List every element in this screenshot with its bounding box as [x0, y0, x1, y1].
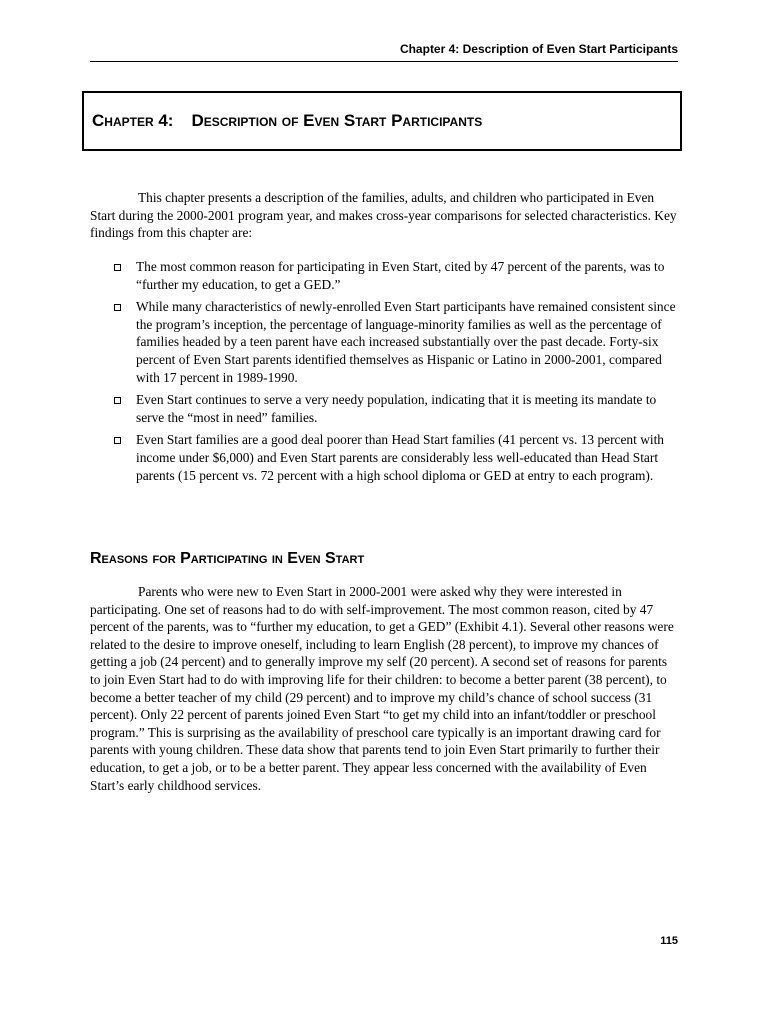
intro-section	[90, 189, 680, 242]
reasons-paragraph: Parents who were new to Even Start in 2000-2001 were asked why they were interested in participating. One set of reasons had to do with self-improvement. The most common reason, cited by 47 percent of the parents, was to “further my education, to get a GED” (Exhibit 4.1). Several other reasons were related to the desire to improve oneself, including to learn English (28 percent), to improve my chances of getting a job (24 percent) and to generally improve my self (20 percent). A second set of reasons for parents to join Even Start had to do with improving life for their children: to become a better parent (38 percent), to become a better teacher of my child (29 percent) and to improve my child’s chance of school success (31 percent). Only 22 percent of parents joined Even Start “to get my child into an infant/toddler or preschool program.” This is surprising as the availability of preschool care typically is an important drawing card for parents with young children. These data show that parents tend to join Even Start primarily to further their education, to get a job, or to be a better parent. They appear less concerned with the availability of Even Start’s early childhood services.	[90, 584, 674, 793]
intro-paragraph: This chapter presents a description of the families, adults, and children who participated in Even Start during the 2000-2001 program year, and makes cross-year comparisons for selected characteristics. Key findings from this chapter are:	[90, 190, 677, 241]
checkbox-bullet-icon	[114, 264, 121, 271]
list-item	[90, 258, 680, 293]
chapter-title-box	[82, 91, 682, 151]
list-item	[90, 391, 680, 426]
reasons-section	[90, 583, 680, 794]
page-number: 115	[660, 935, 678, 947]
checkbox-bullet-icon	[114, 304, 121, 311]
section-heading: Reasons for Participating in Even Start	[90, 550, 365, 567]
chapter-name: Description of Even Start Participants	[191, 111, 483, 130]
running-header: Chapter 4: Description of Even Start Participants	[399, 42, 678, 56]
header-rule	[90, 61, 678, 62]
chapter-title	[92, 111, 482, 131]
checkbox-bullet-icon	[114, 397, 121, 404]
finding-text: Even Start families are a good deal poorer than Head Start families (41 percent vs. 13 percent with income under $6,000) and Even Start parents are considerably less well-educated than Head Start parents (15 percent vs. 72 percent with a high school diploma or GED at entry to each program).	[136, 432, 665, 483]
finding-text: The most common reason for participating in Even Start, cited by 47 percent of the parents, was to “further my education, to get a GED.”	[136, 259, 665, 292]
finding-text: While many characteristics of newly-enrolled Even Start participants have remained consistent since the program’s inception, the percentage of language-minority families as well as the percentage of families headed by a teen parent have each increased substantially over the past decade. Forty-six percent of Even Start parents identified themselves as Hispanic or Latino in 2000-2001, compared with 17 percent in 1989-1990.	[136, 299, 676, 385]
list-item	[90, 431, 680, 484]
checkbox-bullet-icon	[114, 437, 121, 444]
key-findings-list	[90, 258, 680, 489]
finding-text: Even Start continues to serve a very needy population, indicating that it is meeting its mandate to serve the “most in need” families.	[136, 392, 657, 425]
chapter-number: Chapter 4:	[92, 111, 174, 130]
list-item	[90, 298, 680, 386]
